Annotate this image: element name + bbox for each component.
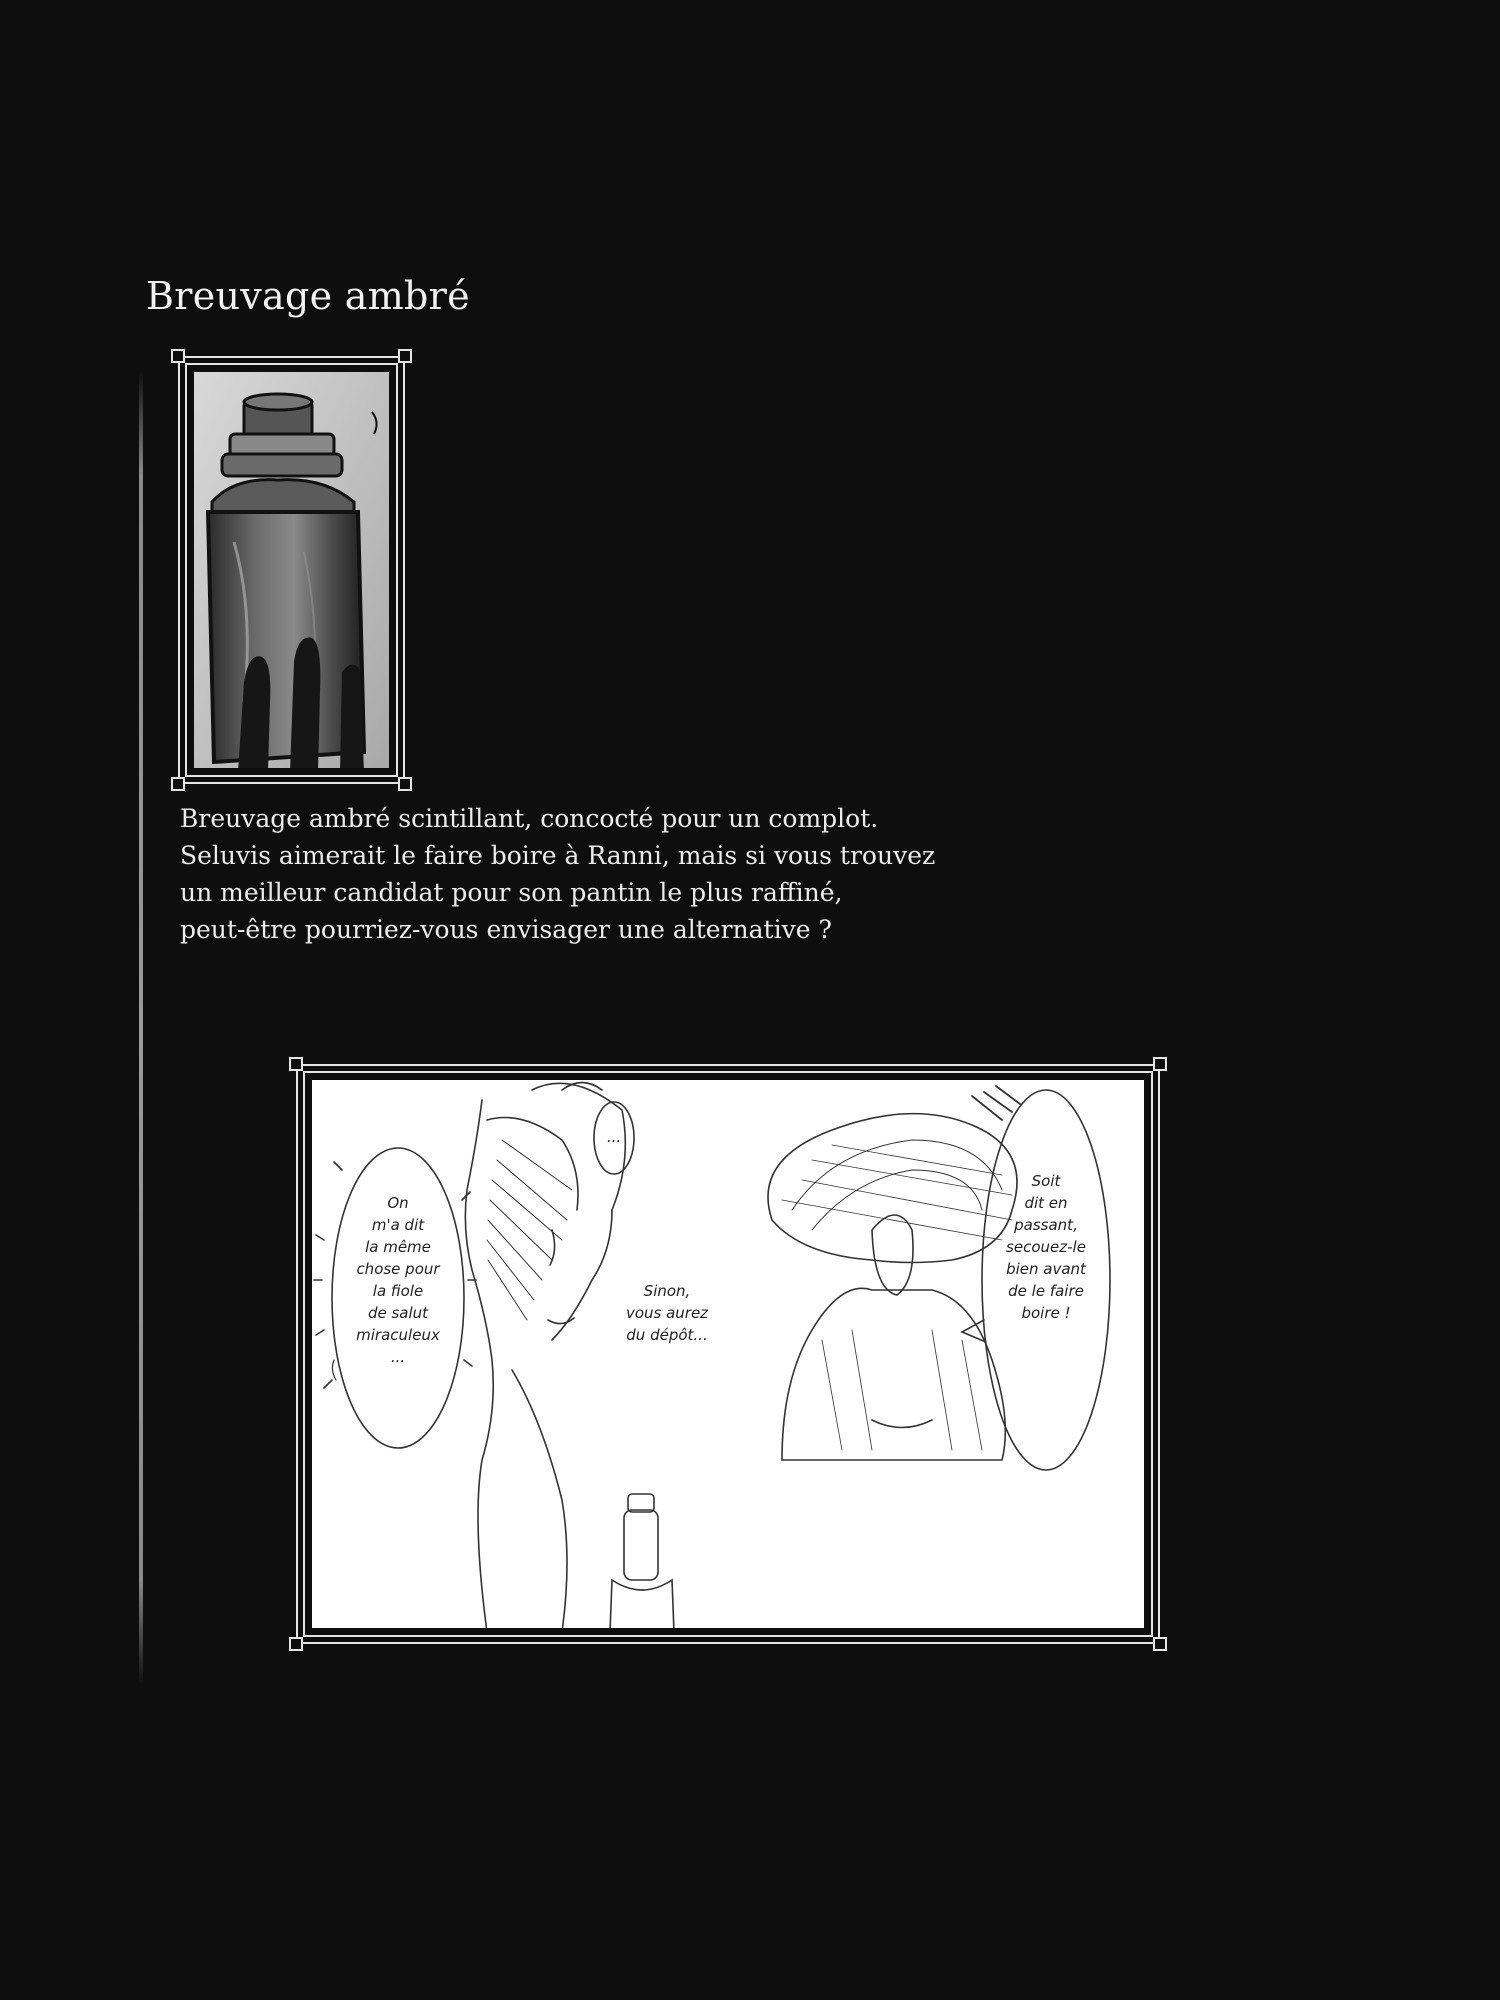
frame-corner: [398, 777, 412, 791]
bubble-line: du dépôt...: [626, 1326, 708, 1344]
speech-bubble-right: [996, 1170, 1096, 1324]
frame-corner: [289, 1637, 303, 1651]
speech-bubble-left: [332, 1192, 464, 1368]
bubble-line: la fiole: [372, 1282, 424, 1300]
frame-corner: [1153, 1637, 1167, 1651]
frame-corner: [171, 349, 185, 363]
bubble-line: passant,: [1014, 1216, 1078, 1234]
bubble-line: chose pour: [356, 1260, 440, 1278]
bubble-line: ...: [390, 1348, 406, 1366]
frame-corner: [289, 1057, 303, 1071]
sketch-comic-frame: [296, 1064, 1160, 1644]
bubble-line: miraculeux: [356, 1326, 440, 1344]
description-line: un meilleur candidat pour son pantin le plus raffiné,: [180, 878, 843, 907]
frame-corner: [1153, 1057, 1167, 1071]
frame-corner: [171, 777, 185, 791]
bubble-line: la même: [365, 1238, 431, 1256]
bubble-line: de salut: [367, 1304, 429, 1322]
bubble-line: vous aurez: [625, 1304, 709, 1322]
bottle-illustration: [194, 372, 389, 768]
vertical-divider: [139, 370, 143, 1685]
bubble-line: boire !: [1021, 1304, 1071, 1322]
bubble-line: On: [387, 1194, 409, 1212]
bubble-line: Sinon,: [643, 1282, 691, 1300]
bubble-line: dit en: [1024, 1194, 1068, 1212]
bubble-line: bien avant: [1006, 1260, 1086, 1278]
description-line: Seluvis aimerait le faire boire à Ranni, mais si vous trouvez: [180, 841, 936, 870]
bottle-illustration-frame: [178, 356, 405, 784]
sketch-comic-panel: [312, 1080, 1144, 1628]
speech-bubble-small: ...: [606, 1128, 622, 1146]
speech-text-middle: [612, 1280, 722, 1346]
description-line: Breuvage ambré scintillant, concocté pour un complot.: [180, 804, 879, 833]
amber-bottle-image: [194, 372, 389, 768]
bubble-line: Soit: [1031, 1172, 1061, 1190]
frame-corner: [398, 349, 412, 363]
bubble-line: secouez-le: [1006, 1238, 1086, 1256]
description-line: peut-être pourriez-vous envisager une alternative ?: [180, 915, 832, 944]
bubble-line: de le faire: [1008, 1282, 1084, 1300]
item-description: [180, 800, 1080, 948]
item-title: Breuvage ambré: [146, 274, 470, 318]
bubble-line: m'a dit: [371, 1216, 425, 1234]
